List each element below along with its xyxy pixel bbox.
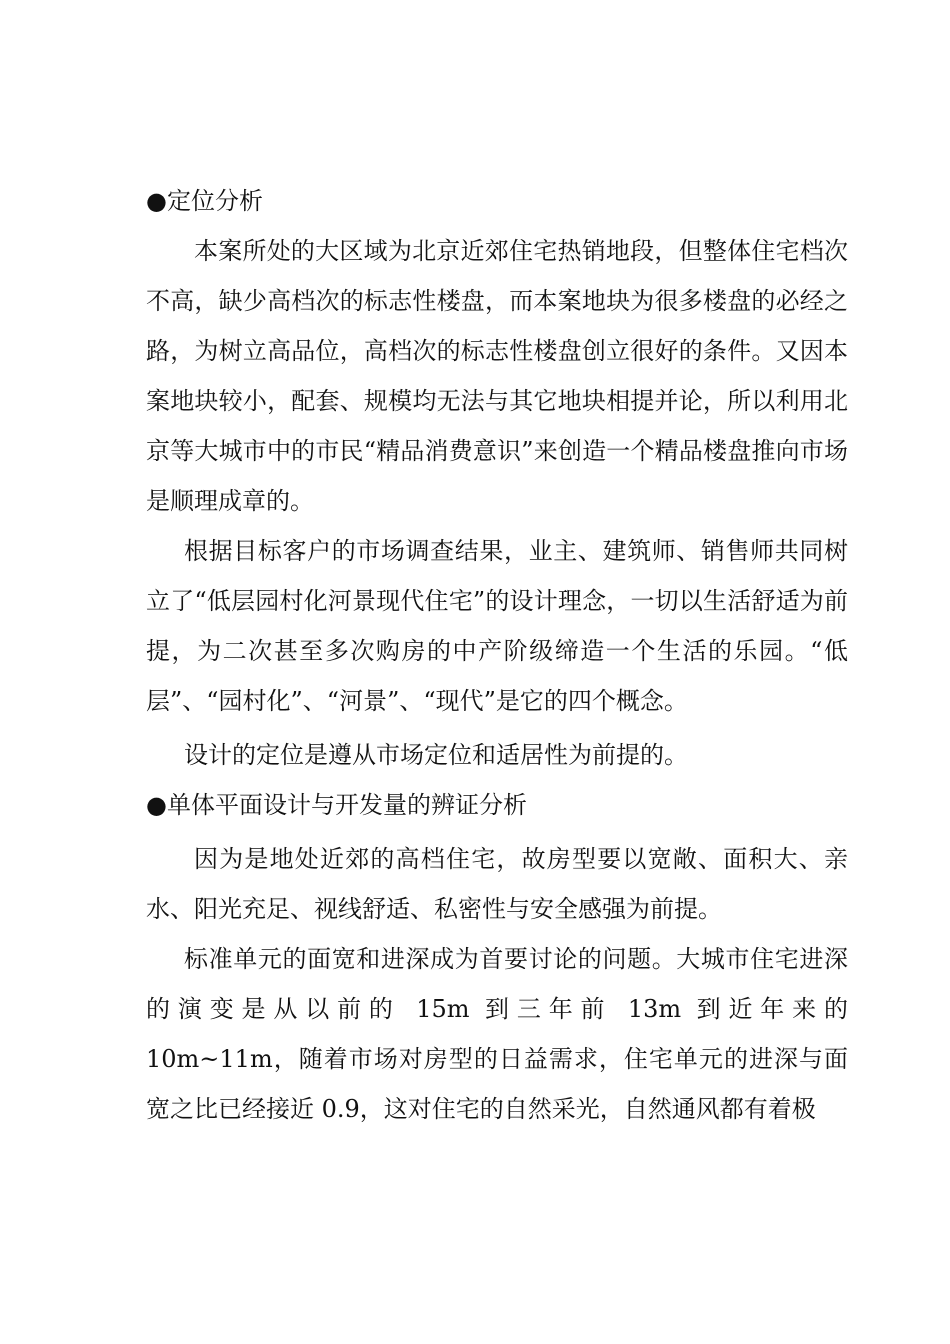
paragraph-unit-requirements: 因为是地处近郊的高档住宅，故房型要以宽敞、面积大、亲水、阳光充足、视线舒适、私密性与安全感强为前提。 (146, 845, 848, 923)
paragraph-design-concept: 根据目标客户的市场调查结果，业主、建筑师、销售师共同树立了“低层园村化河景现代住宅”的设计理念，一切以生活舒适为前提，为二次甚至多次购房的中产阶级缔造一个生活的乐园。“低层”、“园村化”、“河景”、“现代”是它的四个概念。 (146, 537, 848, 715)
paragraph-region-analysis: 本案所处的大区域为北京近郊住宅热销地段，但整体住宅档次不高，缺少高档次的标志性楼盘，而本案地块为很多楼盘的必经之路，为树立高品位，高档次的标志性楼盘创立很好的条件。又因本案地块较小，配套、规模均无法与其它地块相提并论，所以利用北京等大城市中的市民“精品消费意识”来创造一个精品楼盘推向市场是顺理成章的。 (146, 237, 848, 515)
paragraph-unit-depth: 标准单元的面宽和进深成为首要讨论的问题。大城市住宅进深的演变是从以前的 15m 到三年前 13m 到近年来的 10m~11m，随着市场对房型的日益需求，住宅单元的进深与面宽之比已经接近 0.9，这对住宅的自然采光，自然通风都有着极 (146, 945, 848, 1123)
document-body (146, 176, 848, 1134)
section-heading-positioning: ●定位分析 (146, 187, 263, 215)
section-heading-unit-design: ●单体平面设计与开发量的辨证分析 (146, 791, 527, 819)
paragraph-design-positioning: 设计的定位是遵从市场定位和适居性为前提的。 (184, 741, 688, 769)
